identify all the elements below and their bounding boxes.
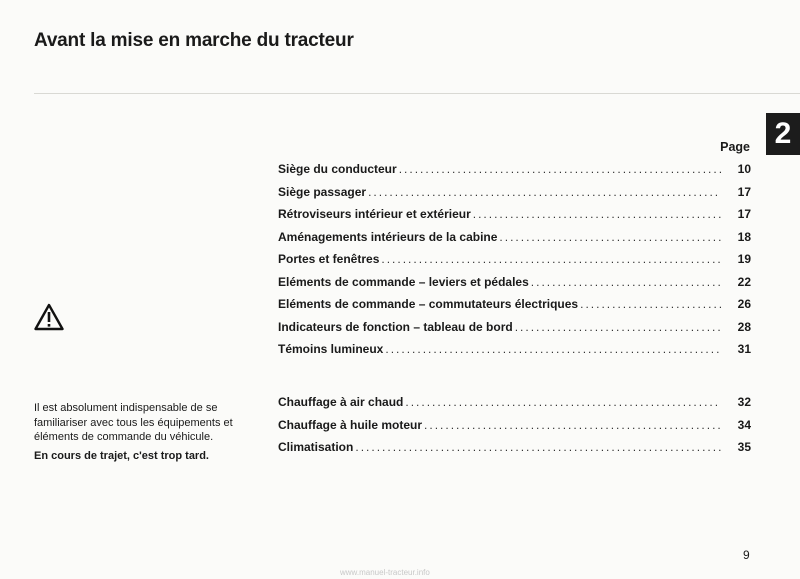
toc-entry[interactable] <box>278 440 751 463</box>
toc-entry-page: 28 <box>737 319 751 334</box>
toc-entry[interactable] <box>278 185 751 208</box>
toc-entry-title: Rétroviseurs intérieur et extérieur <box>278 207 471 221</box>
toc-entry[interactable] <box>278 162 751 185</box>
toc-entry-title: Témoins lumineux <box>278 342 384 356</box>
toc-entry-page: 19 <box>737 252 751 266</box>
toc-entry-title: Climatisation <box>278 440 354 454</box>
toc-page-column-label: Page <box>720 140 750 154</box>
toc-entry[interactable] <box>278 230 751 253</box>
dot-leader <box>424 418 721 432</box>
dot-leader <box>580 297 721 311</box>
warning-note-emphasis: En cours de trajet, c'est trop tard. <box>34 449 209 462</box>
chapter-tab: 2 <box>766 113 800 155</box>
toc-entry[interactable] <box>278 207 751 230</box>
toc-entry-title: Portes et fenêtres <box>278 252 380 266</box>
toc-entry-title: Chauffage à air chaud <box>278 395 404 409</box>
toc-entry-title: Aménagements intérieurs de la cabine <box>278 229 498 244</box>
dot-leader <box>381 252 721 266</box>
dot-leader <box>405 395 721 409</box>
toc-entry-title: Siège passager <box>278 184 367 199</box>
toc-entry[interactable] <box>278 252 751 275</box>
toc-entry-page: 17 <box>737 184 751 199</box>
toc-entry[interactable] <box>278 297 751 320</box>
toc-entry[interactable] <box>278 395 751 418</box>
dot-leader <box>399 162 721 176</box>
toc-entry-page: 34 <box>737 417 751 432</box>
page-number: 9 <box>743 548 750 562</box>
dot-leader <box>473 207 721 221</box>
title-divider <box>34 93 800 94</box>
toc-entry[interactable] <box>278 320 751 343</box>
toc-entry-page: 18 <box>737 229 751 244</box>
dot-leader <box>531 275 721 289</box>
dot-leader <box>499 230 721 244</box>
toc-entry[interactable] <box>278 342 751 365</box>
toc-entry-page: 26 <box>737 297 751 311</box>
toc-entry-title: Siège du conducteur <box>278 162 397 176</box>
toc-entry-title: Eléments de commande – leviers et pédales <box>278 274 529 289</box>
toc-entry[interactable] <box>278 275 751 298</box>
toc-entry-title: Chauffage à huile moteur <box>278 417 423 432</box>
toc-entry-page: 32 <box>737 395 751 409</box>
dot-leader <box>515 320 721 334</box>
warning-note <box>34 401 264 463</box>
dot-leader <box>385 342 721 356</box>
toc-entry-page: 35 <box>737 440 751 454</box>
warning-triangle-icon <box>34 303 64 331</box>
toc-entry-title: Indicateurs de fonction – tableau de bord <box>278 319 513 334</box>
toc-entry-page: 31 <box>737 342 751 356</box>
toc-entry-title: Eléments de commande – commutateurs électriques <box>278 297 579 311</box>
dot-leader <box>355 440 721 454</box>
toc-group-climate <box>278 395 751 463</box>
page-title: Avant la mise en marche du tracteur <box>34 30 354 51</box>
watermark: www.manuel-tracteur.info <box>340 568 430 577</box>
dot-leader <box>368 185 721 199</box>
toc-entry[interactable] <box>278 418 751 441</box>
toc-entry-page: 17 <box>737 207 751 221</box>
toc-group-controls <box>278 162 751 365</box>
toc-entry-page: 10 <box>737 162 751 176</box>
toc-entry-page: 22 <box>737 274 751 289</box>
warning-note-text: Il est absolument indispensable de se familiariser avec tous les équipements et éléments de commande du véhicule. <box>34 402 233 444</box>
